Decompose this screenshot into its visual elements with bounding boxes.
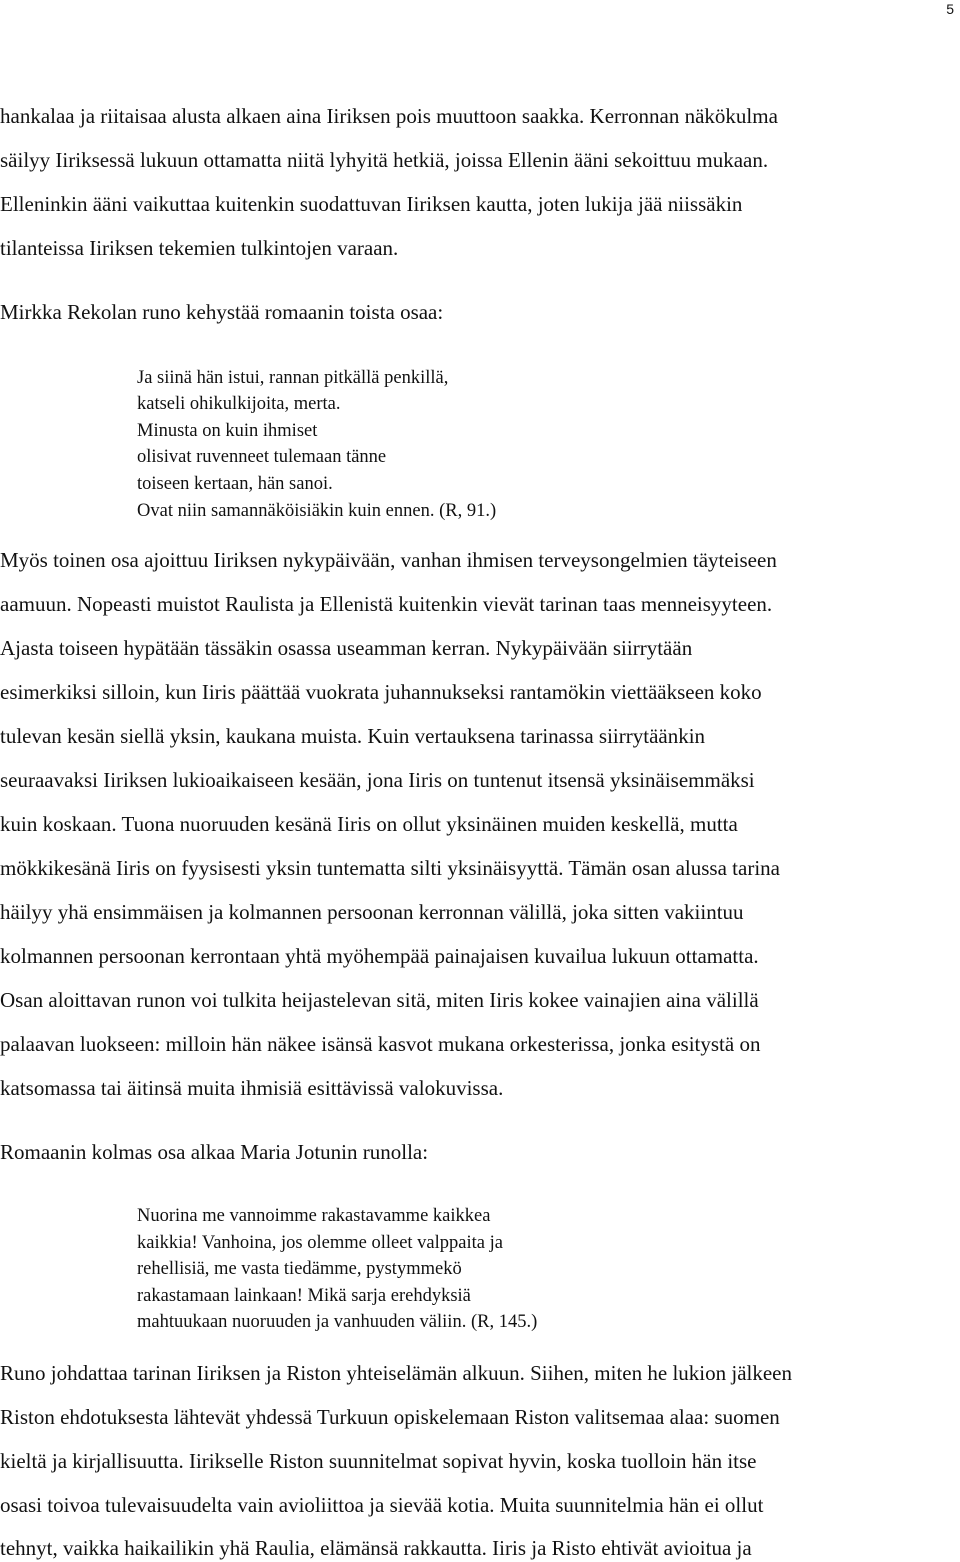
poem-line: Ja siinä hän istui, rannan pitkällä penkillä,	[137, 368, 449, 388]
body-text-line: aamuun. Nopeasti muistot Raulista ja Ellenistä kuitenkin vievät tarinan taas menneisyyteen.	[0, 592, 773, 616]
body-text-line: kieltä ja kirjallisuutta. Iirikselle Riston suunnitelmat sopivat hyvin, koska tuolloin hän itse	[0, 1449, 757, 1473]
body-text-line: tilanteissa Iiriksen tekemien tulkintojen varaan.	[0, 236, 399, 260]
body-text-line: Elleninkin ääni vaikuttaa kuitenkin suodattuvan Iiriksen kautta, joten lukija jää niissäkin	[0, 192, 743, 216]
poem-line: mahtuukaan nuoruuden ja vanhuuden väliin. (R, 145.)	[137, 1312, 538, 1332]
poem-line: rehellisiä, me vasta tiedämme, pystymmekö	[137, 1259, 462, 1279]
body-text-line: mökkikesänä Iiris on fyysisesti yksin tuntematta silti yksinäisyyttä. Tämän osan alussa tarina	[0, 856, 780, 880]
body-text-line: kolmannen persoonan kerrontaan yhtä myöhempää painajaisen kuvailua lukuun ottamatta.	[0, 944, 759, 968]
body-text-line: häilyy yhä ensimmäisen ja kolmannen persoonan kerronnan välillä, joka sitten vakiintuu	[0, 900, 744, 924]
poem-intro-text: Romaanin kolmas osa alkaa Maria Jotunin runolla:	[0, 1140, 429, 1164]
poem-intro-text: Mirkka Rekolan runo kehystää romaanin toista osaa:	[0, 300, 444, 324]
poem-line: toiseen kertaan, hän sanoi.	[137, 474, 333, 494]
body-text-line: seuraavaksi Iiriksen lukioaikaiseen kesään, jona Iiris on tuntenut itsensä yksinäisemmäksi	[0, 768, 755, 792]
body-text-line: katsomassa tai äitinsä muita ihmisiä esittävissä valokuvissa.	[0, 1076, 504, 1100]
poem-line: rakastamaan lainkaan! Mikä sarja erehdyksiä	[137, 1286, 471, 1306]
body-text-line: Riston ehdotuksesta lähtevät yhdessä Turkuun opiskelemaan Riston valitsemaa alaa: suomen	[0, 1405, 780, 1429]
body-text-line: osasi toivoa tulevaisuudelta vain avioliittoa ja sievää kotia. Muita suunnitelmia hän ei ollut	[0, 1493, 764, 1517]
body-text-line: tehnyt, vaikka haikailikin yhä Raulia, elämänsä rakkautta. Iiris ja Risto ehtivät avioitua ja	[0, 1536, 752, 1560]
poem-line: katseli ohikulkijoita, merta.	[137, 394, 341, 414]
body-text-line: Ajasta toiseen hypätään tässäkin osassa useamman kerran. Nykypäivään siirrytään	[0, 636, 693, 660]
body-text-line: hankalaa ja riitaisaa alusta alkaen aina Iiriksen pois muuttoon saakka. Kerronnan näkökulma	[0, 104, 778, 128]
page-number: 5	[946, 1, 954, 17]
body-text-line: kuin koskaan. Tuona nuoruuden kesänä Iiris on ollut yksinäinen muiden keskellä, mutta	[0, 812, 738, 836]
poem-line: Nuorina me vannoimme rakastavamme kaikkea	[137, 1206, 491, 1226]
body-text-line: esimerkiksi silloin, kun Iiris päättää vuokrata juhannukseksi rantamökin viettääkseen koko	[0, 680, 762, 704]
body-text-line: Myös toinen osa ajoittuu Iiriksen nykypäivään, vanhan ihmisen terveysongelmien täyteiseen	[0, 548, 777, 572]
poem-line: Ovat niin samannäköisiäkin kuin ennen. (R, 91.)	[137, 501, 497, 521]
body-text-line: palaavan luokseen: milloin hän näkee isänsä kasvot mukana orkesterissa, jonka esitystä on	[0, 1032, 761, 1056]
poem-line: Minusta on kuin ihmiset	[137, 421, 318, 441]
poem-line: olisivat ruvenneet tulemaan tänne	[137, 447, 387, 467]
poem-line: kaikkia! Vanhoina, jos olemme olleet valppaita ja	[137, 1233, 503, 1253]
body-text-line: Runo johdattaa tarinan Iiriksen ja Riston yhteiselämän alkuun. Siihen, miten he lukion jälkeen	[0, 1361, 792, 1385]
body-text-line: säilyy Iiriksessä lukuun ottamatta niitä lyhyitä hetkiä, joissa Ellenin ääni sekoittuu mukaan.	[0, 148, 769, 172]
body-text-line: tulevan kesän siellä yksin, kaukana muista. Kuin vertauksena tarinassa siirrytäänkin	[0, 724, 706, 748]
body-text-line: Osan aloittavan runon voi tulkita heijastelevan sitä, miten Iiris kokee vainajien aina välillä	[0, 988, 759, 1012]
